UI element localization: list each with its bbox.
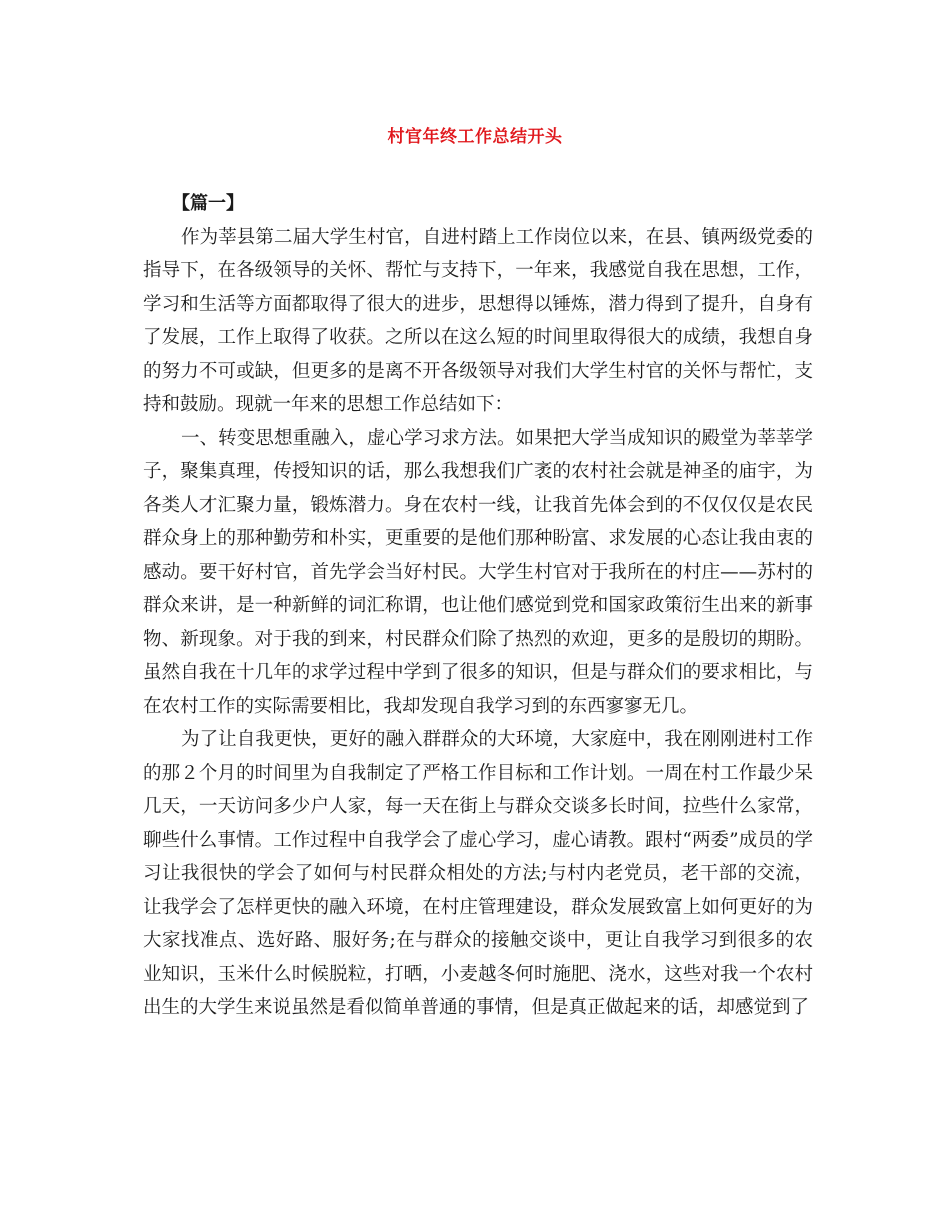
document-body bbox=[143, 187, 813, 1025]
document-title: 村官年终工作总结开头 bbox=[387, 127, 563, 147]
section-label: 【篇一】 bbox=[172, 193, 244, 214]
paragraph-transform-thinking: 一、转变思想重融入，虚心学习求方法。如果把大学当成知识的殿堂为莘莘学子，聚集真理，传授知识的话，那么我想我们广袤的农村社会就是神圣的庙宇，为各类人才汇聚力量，锻炼潜力。身在农村一线，让我首先体会到的不仅仅仅是农民群众身上的那种勤劳和朴实，更重要的是他们那种盼富、求发展的心态让我由衷的感动。要干好村官，首先学会当好村民。大学生村官对于我所在的村庄——苏村的群众来讲，是一种新鲜的词汇称谓，也让他们感觉到党和国家政策衍生出来的新事物、新现象。对于我的到来，村民群众们除了热烈的欢迎，更多的是殷切的期盼。虽然自我在十几年的求学过程中学到了很多的知识，但是与群众们的要求相比，与在农村工作的实际需要相比，我却发现自我学习到的东西寥寥无几。 bbox=[143, 427, 813, 717]
paragraph-integration-plan: 为了让自我更快，更好的融入群群众的大环境，大家庭中，我在刚刚进村工作的那２个月的时间里为自我制定了严格工作目标和工作计划。一周在村工作最少呆几天，一天访问多少户人家，每一天在街上与群众交谈多长时间，拉些什么家常，聊些什么事情。工作过程中自我学会了虚心学习，虚心请教。跟村“两委”成员的学习让我很快的学会了如何与村民群众相处的方法;与村内老党员，老干部的交流，让我学会了怎样更快的融入环境，在村庄管理建设，群众发展致富上如何更好的为大家找准点、选好路、服好务;在与群众的接触交谈中，更让自我学习到很多的农业知识，玉米什么时候脱粒，打晒，小麦越冬何时施肥、浇水，这些对我一个农村出生的大学生来说虽然是看似简单普通的事情，但是真正做起来的话，却感觉到了 bbox=[143, 729, 813, 1018]
paragraph-intro: 作为莘县第二届大学生村官，自进村踏上工作岗位以来，在县、镇两级党委的指导下，在各级领导的关怀、帮忙与支持下，一年来，我感觉自我在思想，工作，学习和生活等方面都取得了很大的进步，思想得以锤炼，潜力得到了提升，自身有了发展，工作上取得了收获。之所以在这么短的时间里取得很大的成绩，我想自身的努力不可或缺，但更多的是离不开各级领导对我们大学生村官的关怀与帮忙，支持和鼓励。现就一年来的思想工作总结如下： bbox=[143, 226, 813, 415]
